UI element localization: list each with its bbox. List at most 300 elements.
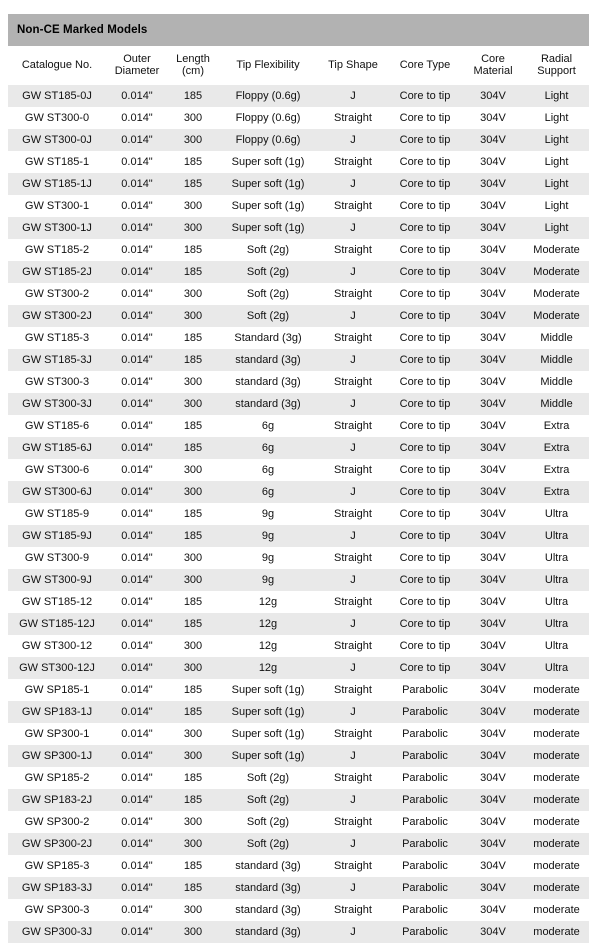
cell-tip_flexibility: 12g xyxy=(218,635,318,657)
cell-radial_support: Light xyxy=(524,85,589,107)
cell-core_material: 304V xyxy=(462,459,524,481)
cell-core_type: Parabolic xyxy=(388,767,462,789)
column-header-length_cm xyxy=(168,46,218,85)
cell-core_type: Core to tip xyxy=(388,129,462,151)
cell-tip_flexibility: 9g xyxy=(218,525,318,547)
table-row xyxy=(8,877,589,899)
cell-length_cm: 185 xyxy=(168,613,218,635)
cell-radial_support: moderate xyxy=(524,877,589,899)
cell-tip_shape: Straight xyxy=(318,767,388,789)
cell-outer_diameter: 0.014" xyxy=(106,239,168,261)
cell-core_type: Core to tip xyxy=(388,327,462,349)
cell-radial_support: Moderate xyxy=(524,283,589,305)
column-header-catalogue_no xyxy=(8,46,106,85)
cell-tip_flexibility: standard (3g) xyxy=(218,349,318,371)
cell-catalogue_no: GW ST300-12 xyxy=(8,635,106,657)
cell-outer_diameter: 0.014" xyxy=(106,151,168,173)
cell-radial_support: Light xyxy=(524,107,589,129)
table-row xyxy=(8,503,589,525)
cell-radial_support: moderate xyxy=(524,855,589,877)
cell-tip_shape: Straight xyxy=(318,899,388,921)
table-row xyxy=(8,855,589,877)
cell-core_type: Core to tip xyxy=(388,481,462,503)
cell-core_material: 304V xyxy=(462,591,524,613)
table-row xyxy=(8,107,589,129)
table-row xyxy=(8,85,589,107)
cell-length_cm: 185 xyxy=(168,415,218,437)
cell-catalogue_no: GW ST185-3 xyxy=(8,327,106,349)
cell-length_cm: 300 xyxy=(168,745,218,767)
cell-radial_support: Middle xyxy=(524,327,589,349)
cell-tip_shape: J xyxy=(318,877,388,899)
cell-core_type: Core to tip xyxy=(388,613,462,635)
cell-radial_support: Extra xyxy=(524,481,589,503)
column-header-outer_diameter xyxy=(106,46,168,85)
cell-tip_flexibility: standard (3g) xyxy=(218,371,318,393)
cell-core_material: 304V xyxy=(462,151,524,173)
cell-tip_shape: Straight xyxy=(318,327,388,349)
cell-catalogue_no: GW ST185-12 xyxy=(8,591,106,613)
table-row xyxy=(8,305,589,327)
cell-radial_support: moderate xyxy=(524,811,589,833)
cell-core_material: 304V xyxy=(462,613,524,635)
table-row xyxy=(8,327,589,349)
table-row xyxy=(8,195,589,217)
cell-core_material: 304V xyxy=(462,173,524,195)
cell-tip_flexibility: 6g xyxy=(218,459,318,481)
cell-core_material: 304V xyxy=(462,107,524,129)
cell-tip_flexibility: Soft (2g) xyxy=(218,811,318,833)
cell-outer_diameter: 0.014" xyxy=(106,129,168,151)
cell-tip_flexibility: 6g xyxy=(218,415,318,437)
cell-catalogue_no: GW SP185-1 xyxy=(8,679,106,701)
cell-tip_flexibility: Floppy (0.6g) xyxy=(218,107,318,129)
cell-tip_flexibility: Super soft (1g) xyxy=(218,701,318,723)
cell-radial_support: moderate xyxy=(524,745,589,767)
cell-length_cm: 300 xyxy=(168,723,218,745)
table-row xyxy=(8,217,589,239)
cell-core_type: Core to tip xyxy=(388,195,462,217)
cell-radial_support: Ultra xyxy=(524,547,589,569)
cell-core_material: 304V xyxy=(462,217,524,239)
cell-length_cm: 300 xyxy=(168,833,218,855)
cell-tip_flexibility: 6g xyxy=(218,437,318,459)
cell-core_type: Core to tip xyxy=(388,437,462,459)
cell-tip_shape: Straight xyxy=(318,195,388,217)
table-row xyxy=(8,613,589,635)
column-header-label: Tip Flexibility xyxy=(236,59,300,71)
cell-tip_flexibility: Standard (3g) xyxy=(218,327,318,349)
cell-length_cm: 185 xyxy=(168,261,218,283)
cell-catalogue_no: GW ST185-6J xyxy=(8,437,106,459)
cell-radial_support: Ultra xyxy=(524,591,589,613)
cell-length_cm: 185 xyxy=(168,349,218,371)
cell-length_cm: 185 xyxy=(168,151,218,173)
table-row xyxy=(8,437,589,459)
table-row xyxy=(8,789,589,811)
cell-tip_flexibility: standard (3g) xyxy=(218,899,318,921)
cell-catalogue_no: GW ST300-0 xyxy=(8,107,106,129)
cell-catalogue_no: GW ST300-12J xyxy=(8,657,106,679)
cell-catalogue_no: GW ST300-6J xyxy=(8,481,106,503)
cell-tip_shape: J xyxy=(318,349,388,371)
cell-catalogue_no: GW ST300-3 xyxy=(8,371,106,393)
cell-length_cm: 185 xyxy=(168,525,218,547)
cell-core_material: 304V xyxy=(462,305,524,327)
cell-tip_flexibility: Super soft (1g) xyxy=(218,217,318,239)
cell-tip_shape: Straight xyxy=(318,151,388,173)
cell-core_type: Core to tip xyxy=(388,547,462,569)
cell-catalogue_no: GW ST300-2J xyxy=(8,305,106,327)
cell-radial_support: Middle xyxy=(524,371,589,393)
column-header-label: Core xyxy=(481,53,505,65)
cell-tip_flexibility: Soft (2g) xyxy=(218,283,318,305)
cell-length_cm: 300 xyxy=(168,921,218,943)
cell-catalogue_no: GW SP183-3J xyxy=(8,877,106,899)
cell-tip_flexibility: Super soft (1g) xyxy=(218,745,318,767)
cell-core_type: Core to tip xyxy=(388,657,462,679)
cell-length_cm: 300 xyxy=(168,481,218,503)
table-row xyxy=(8,679,589,701)
cell-length_cm: 185 xyxy=(168,437,218,459)
cell-core_material: 304V xyxy=(462,525,524,547)
cell-tip_flexibility: 9g xyxy=(218,547,318,569)
cell-outer_diameter: 0.014" xyxy=(106,899,168,921)
cell-tip_shape: Straight xyxy=(318,459,388,481)
cell-catalogue_no: GW ST185-9J xyxy=(8,525,106,547)
cell-tip_flexibility: Floppy (0.6g) xyxy=(218,129,318,151)
cell-catalogue_no: GW ST300-6 xyxy=(8,459,106,481)
cell-length_cm: 300 xyxy=(168,459,218,481)
cell-core_type: Parabolic xyxy=(388,899,462,921)
cell-catalogue_no: GW ST185-0J xyxy=(8,85,106,107)
cell-length_cm: 300 xyxy=(168,305,218,327)
cell-tip_flexibility: 9g xyxy=(218,569,318,591)
cell-tip_shape: J xyxy=(318,481,388,503)
cell-tip_shape: Straight xyxy=(318,635,388,657)
product-specification-table xyxy=(8,14,589,943)
column-header-core_material xyxy=(462,46,524,85)
cell-core_type: Core to tip xyxy=(388,239,462,261)
column-header-label: Radial xyxy=(540,53,573,65)
cell-radial_support: Moderate xyxy=(524,239,589,261)
cell-length_cm: 300 xyxy=(168,547,218,569)
cell-core_material: 304V xyxy=(462,833,524,855)
cell-tip_flexibility: Super soft (1g) xyxy=(218,195,318,217)
cell-outer_diameter: 0.014" xyxy=(106,657,168,679)
column-header-tip_flexibility xyxy=(218,46,318,85)
cell-outer_diameter: 0.014" xyxy=(106,459,168,481)
cell-tip_shape: J xyxy=(318,393,388,415)
cell-catalogue_no: GW ST300-1J xyxy=(8,217,106,239)
cell-outer_diameter: 0.014" xyxy=(106,855,168,877)
column-header-label: Core Type xyxy=(399,59,451,71)
cell-tip_flexibility: Soft (2g) xyxy=(218,261,318,283)
cell-core_type: Parabolic xyxy=(388,811,462,833)
cell-radial_support: moderate xyxy=(524,767,589,789)
cell-outer_diameter: 0.014" xyxy=(106,327,168,349)
cell-core_material: 304V xyxy=(462,371,524,393)
cell-radial_support: moderate xyxy=(524,723,589,745)
cell-core_type: Core to tip xyxy=(388,393,462,415)
column-header-label-second-line: Support xyxy=(537,65,576,77)
cell-core_type: Core to tip xyxy=(388,107,462,129)
cell-core_material: 304V xyxy=(462,811,524,833)
cell-radial_support: Light xyxy=(524,217,589,239)
cell-length_cm: 300 xyxy=(168,811,218,833)
table-row xyxy=(8,833,589,855)
cell-core_material: 304V xyxy=(462,283,524,305)
cell-outer_diameter: 0.014" xyxy=(106,349,168,371)
cell-length_cm: 185 xyxy=(168,855,218,877)
cell-tip_shape: Straight xyxy=(318,547,388,569)
table-row xyxy=(8,525,589,547)
cell-catalogue_no: GW SP300-2 xyxy=(8,811,106,833)
cell-core_type: Parabolic xyxy=(388,789,462,811)
cell-radial_support: Light xyxy=(524,129,589,151)
cell-core_type: Core to tip xyxy=(388,85,462,107)
cell-length_cm: 300 xyxy=(168,195,218,217)
table-row xyxy=(8,349,589,371)
column-header-label: Catalogue No. xyxy=(21,59,93,71)
table-row xyxy=(8,591,589,613)
cell-length_cm: 300 xyxy=(168,657,218,679)
cell-tip_shape: J xyxy=(318,85,388,107)
cell-radial_support: moderate xyxy=(524,921,589,943)
table-title: Non-CE Marked Models xyxy=(8,14,589,46)
cell-core_type: Parabolic xyxy=(388,701,462,723)
cell-core_type: Core to tip xyxy=(388,525,462,547)
cell-core_type: Core to tip xyxy=(388,569,462,591)
table-row xyxy=(8,657,589,679)
cell-outer_diameter: 0.014" xyxy=(106,723,168,745)
cell-core_type: Core to tip xyxy=(388,305,462,327)
cell-outer_diameter: 0.014" xyxy=(106,283,168,305)
cell-radial_support: Ultra xyxy=(524,613,589,635)
cell-tip_shape: Straight xyxy=(318,855,388,877)
cell-outer_diameter: 0.014" xyxy=(106,833,168,855)
cell-core_material: 304V xyxy=(462,789,524,811)
cell-catalogue_no: GW ST185-1J xyxy=(8,173,106,195)
cell-catalogue_no: GW ST185-6 xyxy=(8,415,106,437)
cell-outer_diameter: 0.014" xyxy=(106,481,168,503)
cell-radial_support: Moderate xyxy=(524,305,589,327)
cell-tip_flexibility: standard (3g) xyxy=(218,921,318,943)
table-row xyxy=(8,569,589,591)
table-row xyxy=(8,283,589,305)
cell-length_cm: 300 xyxy=(168,283,218,305)
cell-core_material: 304V xyxy=(462,877,524,899)
cell-core_material: 304V xyxy=(462,437,524,459)
cell-length_cm: 300 xyxy=(168,569,218,591)
cell-outer_diameter: 0.014" xyxy=(106,921,168,943)
cell-tip_shape: J xyxy=(318,745,388,767)
cell-tip_flexibility: Super soft (1g) xyxy=(218,723,318,745)
cell-outer_diameter: 0.014" xyxy=(106,503,168,525)
table-row xyxy=(8,151,589,173)
cell-core_type: Core to tip xyxy=(388,503,462,525)
cell-length_cm: 300 xyxy=(168,393,218,415)
cell-radial_support: Extra xyxy=(524,459,589,481)
cell-radial_support: Ultra xyxy=(524,525,589,547)
cell-core_type: Core to tip xyxy=(388,151,462,173)
cell-outer_diameter: 0.014" xyxy=(106,701,168,723)
cell-tip_flexibility: Super soft (1g) xyxy=(218,151,318,173)
cell-length_cm: 185 xyxy=(168,85,218,107)
cell-tip_flexibility: Soft (2g) xyxy=(218,239,318,261)
cell-core_material: 304V xyxy=(462,129,524,151)
cell-core_type: Core to tip xyxy=(388,349,462,371)
cell-catalogue_no: GW ST185-1 xyxy=(8,151,106,173)
cell-core_material: 304V xyxy=(462,547,524,569)
cell-catalogue_no: GW SP183-2J xyxy=(8,789,106,811)
cell-core_type: Core to tip xyxy=(388,371,462,393)
cell-length_cm: 185 xyxy=(168,239,218,261)
cell-outer_diameter: 0.014" xyxy=(106,437,168,459)
table-row xyxy=(8,481,589,503)
cell-core_material: 304V xyxy=(462,635,524,657)
column-header-label-second-line: (cm) xyxy=(182,65,204,77)
cell-tip_shape: J xyxy=(318,129,388,151)
table-row xyxy=(8,261,589,283)
cell-catalogue_no: GW SP183-1J xyxy=(8,701,106,723)
cell-catalogue_no: GW ST300-3J xyxy=(8,393,106,415)
table-row xyxy=(8,547,589,569)
table-row xyxy=(8,129,589,151)
cell-core_material: 304V xyxy=(462,349,524,371)
cell-length_cm: 185 xyxy=(168,327,218,349)
cell-core_material: 304V xyxy=(462,767,524,789)
cell-core_material: 304V xyxy=(462,855,524,877)
column-header-tip_shape xyxy=(318,46,388,85)
cell-tip_shape: J xyxy=(318,613,388,635)
cell-tip_shape: J xyxy=(318,789,388,811)
table-row xyxy=(8,767,589,789)
cell-length_cm: 300 xyxy=(168,129,218,151)
cell-outer_diameter: 0.014" xyxy=(106,173,168,195)
cell-core_material: 304V xyxy=(462,899,524,921)
cell-length_cm: 300 xyxy=(168,635,218,657)
cell-tip_shape: J xyxy=(318,701,388,723)
cell-tip_shape: Straight xyxy=(318,283,388,305)
cell-outer_diameter: 0.014" xyxy=(106,371,168,393)
cell-core_material: 304V xyxy=(462,701,524,723)
cell-catalogue_no: GW SP300-1J xyxy=(8,745,106,767)
cell-core_material: 304V xyxy=(462,569,524,591)
cell-catalogue_no: GW ST185-2 xyxy=(8,239,106,261)
cell-radial_support: Light xyxy=(524,151,589,173)
cell-length_cm: 300 xyxy=(168,371,218,393)
cell-core_type: Core to tip xyxy=(388,283,462,305)
cell-radial_support: moderate xyxy=(524,789,589,811)
cell-core_type: Parabolic xyxy=(388,679,462,701)
cell-length_cm: 185 xyxy=(168,789,218,811)
column-header-label-second-line: Material xyxy=(473,65,513,77)
cell-outer_diameter: 0.014" xyxy=(106,569,168,591)
cell-tip_flexibility: standard (3g) xyxy=(218,393,318,415)
cell-radial_support: Extra xyxy=(524,437,589,459)
cell-tip_shape: J xyxy=(318,217,388,239)
cell-catalogue_no: GW ST300-9J xyxy=(8,569,106,591)
cell-catalogue_no: GW SP300-1 xyxy=(8,723,106,745)
cell-tip_shape: J xyxy=(318,657,388,679)
cell-tip_shape: Straight xyxy=(318,811,388,833)
cell-tip_shape: J xyxy=(318,569,388,591)
cell-outer_diameter: 0.014" xyxy=(106,613,168,635)
cell-outer_diameter: 0.014" xyxy=(106,547,168,569)
cell-radial_support: moderate xyxy=(524,899,589,921)
cell-radial_support: Ultra xyxy=(524,569,589,591)
cell-radial_support: moderate xyxy=(524,701,589,723)
cell-tip_shape: J xyxy=(318,921,388,943)
cell-radial_support: Ultra xyxy=(524,503,589,525)
cell-core_material: 304V xyxy=(462,415,524,437)
cell-length_cm: 185 xyxy=(168,591,218,613)
cell-catalogue_no: GW SP300-2J xyxy=(8,833,106,855)
cell-outer_diameter: 0.014" xyxy=(106,85,168,107)
cell-tip_flexibility: standard (3g) xyxy=(218,855,318,877)
cell-core_type: Core to tip xyxy=(388,415,462,437)
cell-tip_flexibility: Soft (2g) xyxy=(218,305,318,327)
table-head xyxy=(8,14,589,85)
cell-tip_shape: J xyxy=(318,833,388,855)
cell-core_material: 304V xyxy=(462,85,524,107)
cell-tip_shape: J xyxy=(318,525,388,547)
cell-core_material: 304V xyxy=(462,503,524,525)
cell-core_material: 304V xyxy=(462,657,524,679)
cell-radial_support: Light xyxy=(524,195,589,217)
table-row xyxy=(8,921,589,943)
cell-core_material: 304V xyxy=(462,679,524,701)
cell-length_cm: 300 xyxy=(168,107,218,129)
cell-length_cm: 300 xyxy=(168,217,218,239)
cell-tip_flexibility: 6g xyxy=(218,481,318,503)
cell-core_type: Core to tip xyxy=(388,635,462,657)
cell-tip_shape: J xyxy=(318,173,388,195)
cell-length_cm: 185 xyxy=(168,679,218,701)
cell-tip_flexibility: Soft (2g) xyxy=(218,789,318,811)
column-header-label: Length xyxy=(176,53,210,65)
column-header-label: Tip Shape xyxy=(328,59,378,71)
column-header-radial_support xyxy=(524,46,589,85)
cell-core_type: Core to tip xyxy=(388,217,462,239)
cell-outer_diameter: 0.014" xyxy=(106,305,168,327)
cell-tip_flexibility: Soft (2g) xyxy=(218,833,318,855)
cell-length_cm: 185 xyxy=(168,173,218,195)
cell-catalogue_no: GW ST185-9 xyxy=(8,503,106,525)
table-row xyxy=(8,371,589,393)
column-header-label-second-line: Diameter xyxy=(114,65,160,77)
table-row xyxy=(8,635,589,657)
table-row xyxy=(8,723,589,745)
cell-catalogue_no: GW SP300-3 xyxy=(8,899,106,921)
cell-tip_shape: Straight xyxy=(318,723,388,745)
table-title-row xyxy=(8,14,589,46)
cell-tip_shape: Straight xyxy=(318,591,388,613)
table-row xyxy=(8,701,589,723)
cell-core_material: 304V xyxy=(462,239,524,261)
table-row xyxy=(8,899,589,921)
cell-core_material: 304V xyxy=(462,393,524,415)
cell-core_type: Parabolic xyxy=(388,833,462,855)
cell-tip_shape: J xyxy=(318,305,388,327)
cell-length_cm: 185 xyxy=(168,767,218,789)
table-row xyxy=(8,745,589,767)
cell-length_cm: 185 xyxy=(168,503,218,525)
cell-radial_support: moderate xyxy=(524,679,589,701)
cell-tip_flexibility: Soft (2g) xyxy=(218,767,318,789)
cell-catalogue_no: GW SP185-3 xyxy=(8,855,106,877)
